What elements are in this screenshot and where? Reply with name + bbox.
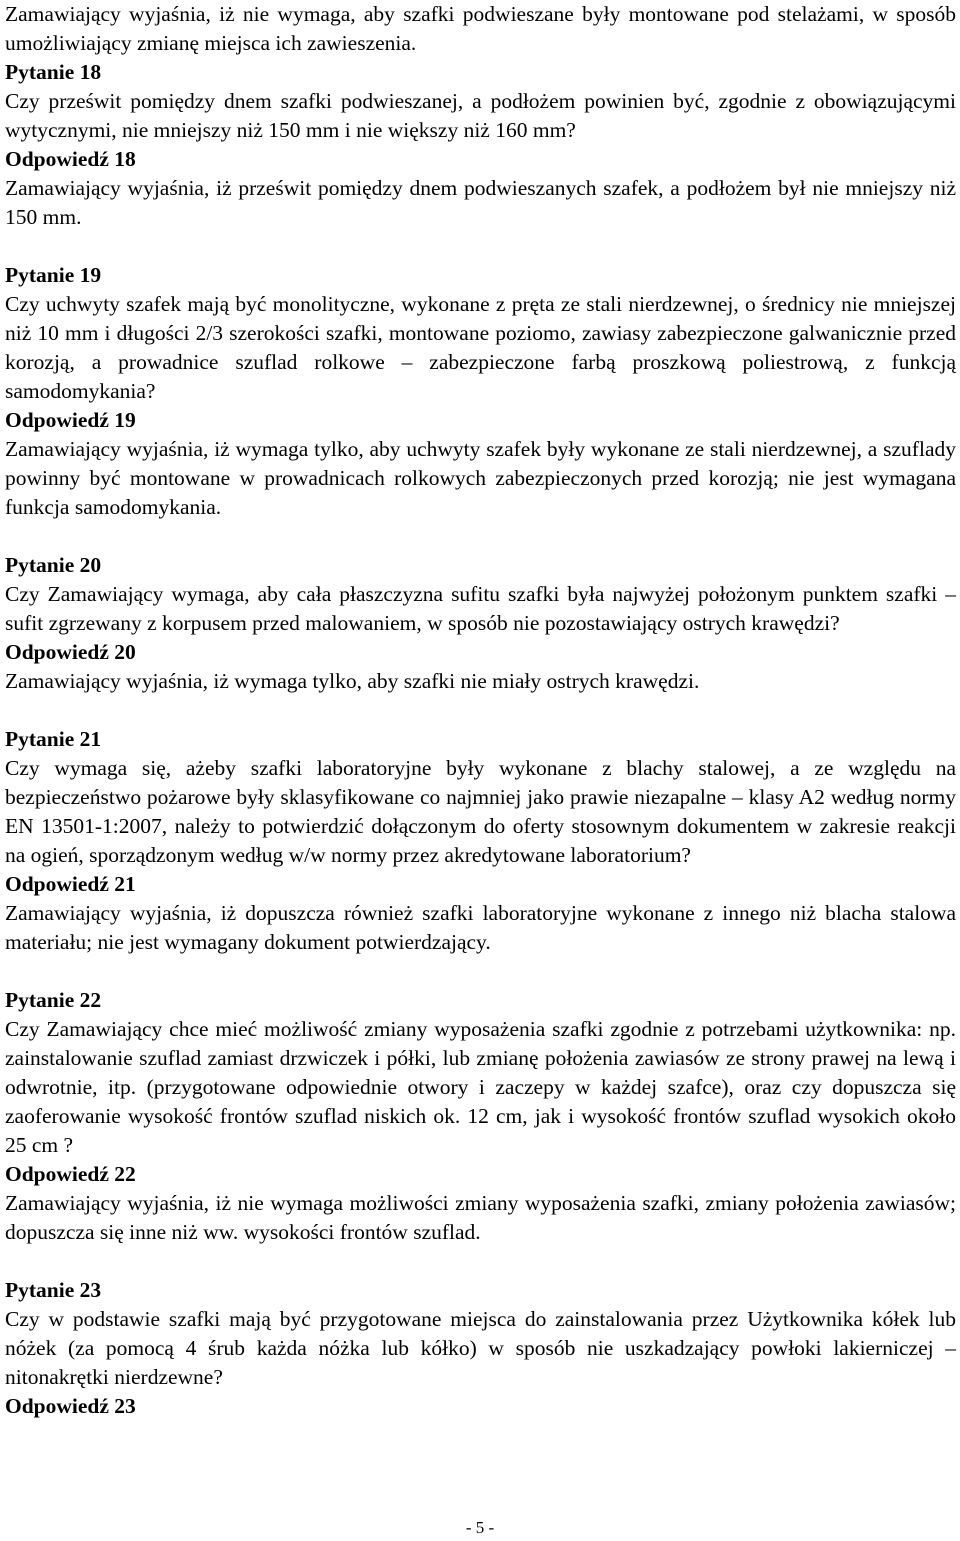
answer-label: Odpowiedź 21 — [5, 872, 136, 896]
answer-text: Zamawiający wyjaśnia, iż nie wymaga możliwości zmiany wyposażenia szafki, zmiany położenia zawiasów; dopuszcza się inne niż ww. wysokości frontów szuflad. — [5, 1191, 956, 1244]
spacer — [5, 1247, 956, 1276]
qa-item-21 — [5, 725, 956, 957]
intro-answer-text: Zamawiający wyjaśnia, iż nie wymaga, aby szafki podwieszane były montowane pod stelażami, w sposób umożliwiający zmianę miejsca ich zawieszenia. — [5, 2, 956, 55]
question-text: Czy Zamawiający wymaga, aby cała płaszczyzna sufitu szafki była najwyżej położonym punktem szafki – sufit zgrzewany z korpusem przed malowaniem, w sposób nie pozostawiający ostrych krawędzi? — [5, 582, 956, 635]
question-text: Czy uchwyty szafek mają być monolityczne, wykonane z pręta ze stali nierdzewnej, o średnicy nie mniejszej niż 10 mm i długości 2/3 szerokości szafki, montowane poziomo, zawiasy zabezpieczone galwanicznie przed korozją, a prowadnice szuflad rolkowe – zabezpieczone farbą proszkową poliestrową, z funkcją samodomykania? — [5, 292, 956, 403]
page-number: - 5 - — [465, 1518, 495, 1537]
answer-label: Odpowiedź 20 — [5, 640, 136, 664]
question-text: Czy prześwit pomiędzy dnem szafki podwieszanej, a podłożem powinien być, zgodnie z obowiązującymi wytycznymi, nie mniejszy niż 150 mm i nie większy niż 160 mm? — [5, 89, 956, 142]
answer-text: Zamawiający wyjaśnia, iż wymaga tylko, aby uchwyty szafek były wykonane ze stali nierdzewnej, a szuflady powinny być montowane w prowadnicach rolkowych zabezpieczonych przed korozją; nie jest wymagana funkcja samodomykania. — [5, 437, 956, 519]
answer-label: Odpowiedź 19 — [5, 408, 136, 432]
answer-text: Zamawiający wyjaśnia, iż dopuszcza również szafki laboratoryjne wykonane z innego niż blacha stalowa materiału; nie jest wymagany dokument potwierdzający. — [5, 901, 956, 954]
question-label: Pytanie 20 — [5, 553, 102, 577]
qa-item-22 — [5, 986, 956, 1247]
spacer — [5, 522, 956, 551]
question-label: Pytanie 22 — [5, 988, 102, 1012]
question-label: Pytanie 23 — [5, 1278, 102, 1302]
answer-text: Zamawiający wyjaśnia, iż wymaga tylko, aby szafki nie miały ostrych krawędzi. — [5, 669, 700, 693]
question-label: Pytanie 19 — [5, 263, 102, 287]
spacer — [5, 232, 956, 261]
answer-text: Zamawiający wyjaśnia, iż prześwit pomiędzy dnem podwieszanych szafek, a podłożem był nie mniejszy niż 150 mm. — [5, 176, 956, 229]
question-label: Pytanie 21 — [5, 727, 102, 751]
answer-label: Odpowiedź 22 — [5, 1162, 136, 1186]
spacer — [5, 957, 956, 986]
answer-label: Odpowiedź 23 — [5, 1394, 136, 1418]
question-label: Pytanie 18 — [5, 60, 102, 84]
document-page — [5, 0, 956, 1421]
question-text: Czy Zamawiający chce mieć możliwość zmiany wyposażenia szafki zgodnie z potrzebami użytkownika: np. zainstalowanie szuflad zamiast drzwiczek i półki, lub zmianę położenia zawiasów ze strony prawej na lewą i odwrotnie, itp. (przygotowane odpowiednie otwory i zaczepy w każdej szafce), oraz czy dopuszcza się zaoferowanie wysokość frontów szuflad niskich ok. 12 cm, jak i wysokość frontów szuflad wysokich około 25 cm ? — [5, 1017, 956, 1157]
qa-item-19 — [5, 261, 956, 522]
qa-item-18 — [5, 58, 956, 232]
qa-item-20 — [5, 551, 956, 696]
qa-item-23 — [5, 1276, 956, 1421]
answer-label: Odpowiedź 18 — [5, 147, 136, 171]
spacer — [5, 696, 956, 725]
question-text: Czy wymaga się, ażeby szafki laboratoryjne były wykonane z blachy stalowej, a ze względu na bezpieczeństwo pożarowe były sklasyfikowane co najmniej jako prawie niezapalne – klasy A2 według normy EN 13501-1:2007, należy to potwierdzić dołączonym do oferty stosownym dokumentem w zakresie reakcji na ogień, sporządzonym według w/w normy przez akredytowane laboratorium? — [5, 756, 956, 867]
question-text: Czy w podstawie szafki mają być przygotowane miejsca do zainstalowania przez Użytkownika kółek lub nóżek (za pomocą 4 śrub każda nóżka lub kółko) w sposób nie uszkadzający powłoki lakierniczej – nitonakrętki nierdzewne? — [5, 1307, 956, 1389]
